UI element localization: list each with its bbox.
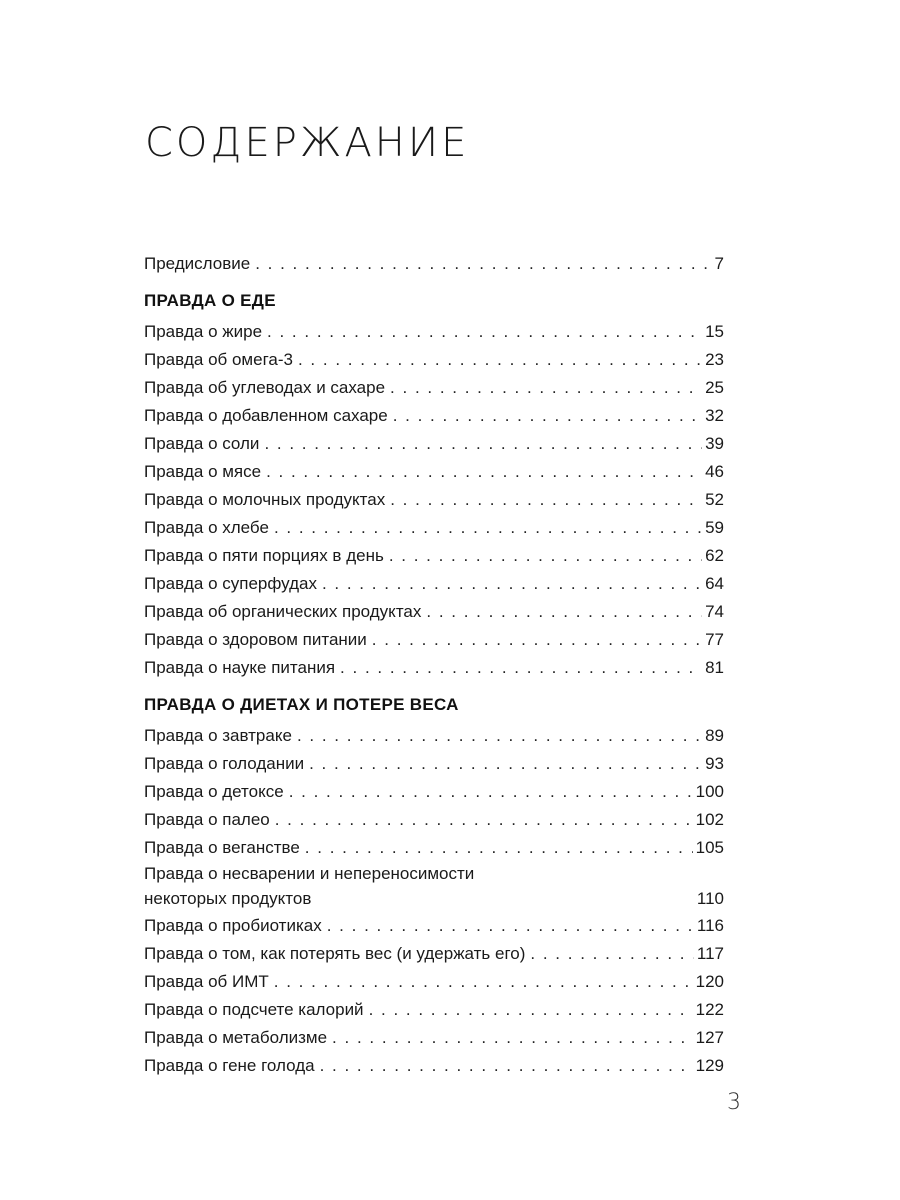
toc-entry-label: Правда о завтраке — [144, 726, 292, 745]
toc-entry-page: 120 — [695, 972, 724, 991]
toc-entry-page: 117 — [696, 944, 724, 963]
leader-dots — [264, 430, 702, 458]
leader-dots — [274, 514, 702, 542]
section-heading: ПРАВДА О ЕДЕ — [144, 291, 276, 310]
toc-entry-label: Правда о несварении и непереносимости — [144, 864, 475, 883]
toc-entry-label: Правда о науке питания — [144, 658, 336, 677]
toc-entry — [144, 968, 724, 996]
toc-entry — [144, 778, 724, 806]
leader-dots — [426, 598, 702, 626]
toc-entry-label: Правда об ИМТ — [144, 972, 269, 991]
leader-dots — [369, 996, 693, 1024]
table-of-contents — [144, 250, 724, 1080]
toc-entry-label: Правда о метаболизме — [144, 1028, 328, 1047]
toc-entry-label: Правда о пробиотиках — [144, 916, 322, 935]
toc-entry — [144, 834, 724, 862]
leader-dots — [372, 626, 702, 654]
toc-entry-page: 15 — [705, 322, 724, 341]
page-number: 3 — [727, 1090, 741, 1115]
toc-entry-label: Правда о том, как потерять вес (и удержать его) — [144, 944, 526, 963]
toc-entry-page: 129 — [695, 1056, 724, 1075]
toc-entry — [144, 912, 724, 940]
page-title: СОДЕРЖАНИЕ — [145, 120, 470, 166]
toc-entry-label: Правда о молочных продуктах — [144, 490, 386, 509]
leader-dots — [274, 968, 693, 996]
toc-entry — [144, 542, 724, 570]
leader-dots — [255, 250, 711, 278]
toc-entry-label: Предисловие — [144, 254, 251, 273]
toc-entry-label-continuation: некоторых продуктов — [144, 889, 312, 908]
toc-entry-label: Правда о палео — [144, 810, 270, 829]
toc-entry — [144, 654, 724, 682]
toc-entry — [144, 486, 724, 514]
toc-entry-page: 100 — [695, 782, 724, 801]
toc-entry-label: Правда о голодании — [144, 754, 305, 773]
leader-dots — [530, 940, 693, 968]
toc-entry-page: 77 — [705, 630, 724, 649]
toc-entry-label: Правда о гене голода — [144, 1056, 315, 1075]
leader-dots — [390, 486, 702, 514]
toc-entry — [144, 374, 724, 402]
toc-entry-page: 59 — [705, 518, 724, 537]
toc-entry — [144, 402, 724, 430]
leader-dots — [393, 402, 702, 430]
toc-entry — [144, 1052, 724, 1080]
toc-entry-page: 89 — [705, 726, 724, 745]
toc-entry-page: 105 — [695, 838, 724, 857]
leader-dots — [389, 542, 702, 570]
toc-entry-page: 25 — [705, 378, 724, 397]
leader-dots — [309, 750, 702, 778]
toc-entry-label: Правда о хлебе — [144, 518, 269, 537]
leader-dots — [320, 1052, 693, 1080]
toc-entry-page: 62 — [705, 546, 724, 565]
toc-entry-label: Правда об омега-3 — [144, 350, 293, 369]
leader-dots — [298, 346, 702, 374]
leader-dots — [322, 570, 702, 598]
toc-entry — [144, 458, 724, 486]
toc-entry-page: 116 — [696, 916, 724, 935]
toc-entry-label: Правда о веганстве — [144, 838, 300, 857]
toc-entry-page: 81 — [705, 658, 724, 677]
toc-entry-label: Правда о мясе — [144, 462, 262, 481]
leader-dots — [340, 654, 702, 682]
toc-entry — [144, 570, 724, 598]
toc-entry — [144, 318, 724, 346]
section-heading: ПРАВДА О ДИЕТАХ И ПОТЕРЕ ВЕСА — [144, 695, 459, 714]
toc-entry-label: Правда об органических продуктах — [144, 602, 422, 621]
toc-entry-page: 127 — [695, 1028, 724, 1047]
leader-dots — [327, 912, 694, 940]
leader-dots — [275, 806, 693, 834]
leader-dots — [267, 318, 702, 346]
toc-entry-label: Правда о суперфудах — [144, 574, 317, 593]
toc-entry-page: 7 — [714, 254, 724, 273]
toc-entry-label: Правда о добавленном сахаре — [144, 406, 388, 425]
toc-entry-page: 122 — [695, 1000, 724, 1019]
toc-entry-page: 93 — [705, 754, 724, 773]
toc-entry — [144, 598, 724, 626]
toc-entry-label: Правда о пяти порциях в день — [144, 546, 384, 565]
toc-entry — [144, 722, 724, 750]
toc-entry-page: 23 — [705, 350, 724, 369]
toc-entry-page: 102 — [695, 810, 724, 829]
leader-dots — [289, 778, 693, 806]
toc-entry — [144, 806, 724, 834]
toc-entry-label: Правда о соли — [144, 434, 260, 453]
toc-entry — [144, 514, 724, 542]
toc-entry — [144, 346, 724, 374]
toc-entry — [144, 862, 724, 912]
toc-entry-page: 110 — [696, 889, 724, 908]
toc-entry-page: 64 — [705, 574, 724, 593]
toc-entry — [144, 750, 724, 778]
toc-entry-label: Правда о детоксе — [144, 782, 284, 801]
toc-entry-label: Правда о здоровом питании — [144, 630, 367, 649]
toc-entry-page: 32 — [705, 406, 724, 425]
toc-entry — [144, 996, 724, 1024]
toc-entry — [144, 1024, 724, 1052]
toc-entry-page: 52 — [705, 490, 724, 509]
toc-entry-preface — [144, 250, 724, 278]
toc-entry — [144, 940, 724, 968]
leader-dots — [332, 1024, 693, 1052]
toc-entry-page: 46 — [705, 462, 724, 481]
leader-dots — [305, 834, 693, 862]
toc-entry-page: 39 — [705, 434, 724, 453]
toc-entry — [144, 626, 724, 654]
toc-entry-label: Правда об углеводах и сахаре — [144, 378, 386, 397]
toc-entry-page: 74 — [705, 602, 724, 621]
toc-entry — [144, 430, 724, 458]
leader-dots — [390, 374, 702, 402]
leader-dots — [297, 722, 702, 750]
leader-dots — [266, 458, 702, 486]
toc-entry-label: Правда о подсчете калорий — [144, 1000, 364, 1019]
toc-entry-label: Правда о жире — [144, 322, 263, 341]
